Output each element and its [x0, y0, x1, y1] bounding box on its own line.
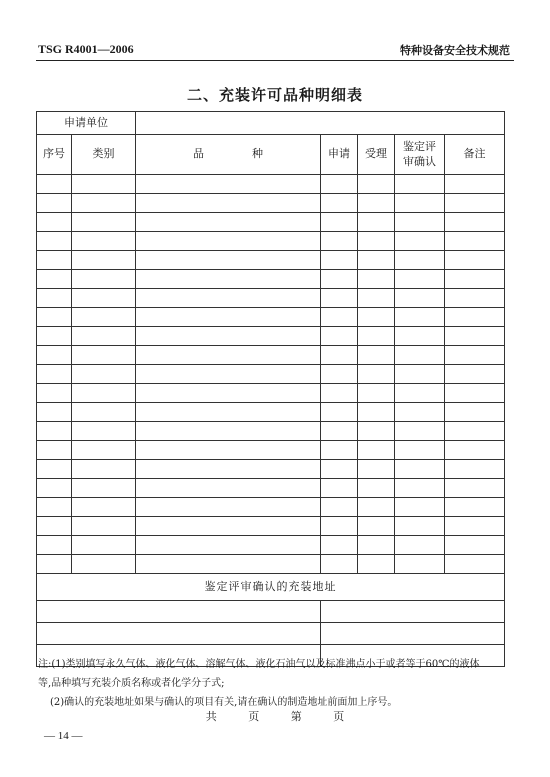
type-cell[interactable] [72, 384, 136, 403]
page-unit-label-1: 页 [248, 710, 260, 723]
no-cell[interactable] [37, 555, 72, 574]
no-cell[interactable] [37, 403, 72, 422]
type-cell[interactable] [72, 308, 136, 327]
apply-cell[interactable] [321, 175, 358, 194]
remark-cell[interactable] [445, 213, 505, 232]
table-row [37, 460, 505, 479]
col-confirm-line1: 鉴定评 [403, 140, 436, 154]
confirm-cell[interactable] [395, 308, 445, 327]
type-cell[interactable] [72, 194, 136, 213]
remark-cell[interactable] [445, 289, 505, 308]
apply-cell[interactable] [321, 346, 358, 365]
variety-cell[interactable] [136, 422, 321, 441]
accept-cell[interactable] [358, 194, 395, 213]
no-cell[interactable] [37, 536, 72, 555]
page-title: 二、充装许可品种明细表 [186, 86, 363, 104]
type-cell[interactable] [72, 213, 136, 232]
confirm-cell[interactable] [395, 365, 445, 384]
variety-cell[interactable] [136, 327, 321, 346]
applicant-label: 申请单位 [37, 112, 136, 135]
accept-cell[interactable] [358, 346, 395, 365]
remark-cell[interactable] [445, 270, 505, 289]
header-rule [36, 60, 514, 61]
apply-cell[interactable] [321, 232, 358, 251]
remark-cell[interactable] [445, 422, 505, 441]
no-cell[interactable] [37, 384, 72, 403]
no-cell[interactable] [37, 441, 72, 460]
variety-detail-table [36, 111, 505, 667]
apply-cell[interactable] [321, 422, 358, 441]
table-row [37, 346, 505, 365]
variety-cell[interactable] [136, 460, 321, 479]
confirm-cell[interactable] [395, 346, 445, 365]
variety-cell[interactable] [136, 251, 321, 270]
remark-cell[interactable] [445, 327, 505, 346]
confirm-cell[interactable] [395, 422, 445, 441]
no-cell[interactable] [37, 327, 72, 346]
confirm-cell[interactable] [395, 327, 445, 346]
accept-cell[interactable] [358, 422, 395, 441]
remark-cell[interactable] [445, 460, 505, 479]
type-cell[interactable] [72, 441, 136, 460]
no-cell[interactable] [37, 194, 72, 213]
page-count-line [0, 708, 550, 724]
table-row [37, 175, 505, 194]
table-row [37, 441, 505, 460]
confirm-cell[interactable] [395, 213, 445, 232]
type-cell[interactable] [72, 422, 136, 441]
no-cell[interactable] [37, 232, 72, 251]
table-row [37, 308, 505, 327]
notes [38, 655, 508, 712]
address-cell-right[interactable] [321, 623, 505, 645]
confirm-cell[interactable] [395, 536, 445, 555]
col-accept-header: 受理 [358, 135, 395, 175]
address-cell-left[interactable] [37, 601, 321, 623]
col-apply-header: 申请 [321, 135, 358, 175]
variety-cell[interactable] [136, 213, 321, 232]
col-variety-header [136, 135, 321, 175]
remark-cell[interactable] [445, 175, 505, 194]
remark-cell[interactable] [445, 308, 505, 327]
remark-cell[interactable] [445, 479, 505, 498]
accept-cell[interactable] [358, 213, 395, 232]
apply-cell[interactable] [321, 270, 358, 289]
type-cell[interactable] [72, 517, 136, 536]
type-cell[interactable] [72, 479, 136, 498]
col-variety-char1: 品 [193, 147, 204, 161]
address-cell-left[interactable] [37, 623, 321, 645]
accept-cell[interactable] [358, 498, 395, 517]
variety-cell[interactable] [136, 308, 321, 327]
no-cell[interactable] [37, 479, 72, 498]
col-confirm-line2: 审确认 [403, 154, 436, 168]
note-line-1: 注:(1)类别填写永久气体、液化气体、溶解气体、液化石油气以及标准沸点小于或者等于60℃的液体 [38, 659, 480, 670]
accept-cell[interactable] [358, 384, 395, 403]
table-row [37, 289, 505, 308]
confirm-cell[interactable] [395, 403, 445, 422]
remark-cell[interactable] [445, 498, 505, 517]
type-cell[interactable] [72, 175, 136, 194]
remark-cell[interactable] [445, 251, 505, 270]
variety-cell[interactable] [136, 175, 321, 194]
type-cell[interactable] [72, 460, 136, 479]
accept-cell[interactable] [358, 555, 395, 574]
accept-cell[interactable] [358, 441, 395, 460]
apply-cell[interactable] [321, 479, 358, 498]
col-remark-header: 备注 [445, 135, 505, 175]
confirm-cell[interactable] [395, 384, 445, 403]
table-row [37, 403, 505, 422]
apply-cell[interactable] [321, 251, 358, 270]
confirm-cell[interactable] [395, 498, 445, 517]
table-row [37, 232, 505, 251]
no-cell[interactable] [37, 308, 72, 327]
applicant-row [37, 112, 505, 135]
apply-cell[interactable] [321, 517, 358, 536]
confirm-cell[interactable] [395, 232, 445, 251]
type-cell[interactable] [72, 555, 136, 574]
remark-cell[interactable] [445, 232, 505, 251]
address-row [37, 601, 505, 623]
accept-cell[interactable] [358, 327, 395, 346]
variety-cell[interactable] [136, 403, 321, 422]
remark-cell[interactable] [445, 194, 505, 213]
type-cell[interactable] [72, 251, 136, 270]
address-title: 鉴定评审确认的充装地址 [37, 574, 505, 601]
variety-cell[interactable] [136, 346, 321, 365]
accept-cell[interactable] [358, 270, 395, 289]
no-cell[interactable] [37, 175, 72, 194]
type-cell[interactable] [72, 232, 136, 251]
confirm-cell[interactable] [395, 175, 445, 194]
page-number: — 14 — [44, 730, 83, 742]
no-cell[interactable] [37, 213, 72, 232]
apply-cell[interactable] [321, 365, 358, 384]
accept-cell[interactable] [358, 175, 395, 194]
table-row [37, 194, 505, 213]
no-cell[interactable] [37, 251, 72, 270]
table-row [37, 479, 505, 498]
confirm-cell[interactable] [395, 251, 445, 270]
table-row [37, 517, 505, 536]
type-cell[interactable] [72, 365, 136, 384]
apply-cell[interactable] [321, 194, 358, 213]
confirm-cell[interactable] [395, 555, 445, 574]
apply-cell[interactable] [321, 213, 358, 232]
apply-cell[interactable] [321, 498, 358, 517]
confirm-cell[interactable] [395, 460, 445, 479]
remark-cell[interactable] [445, 403, 505, 422]
confirm-cell[interactable] [395, 289, 445, 308]
accept-cell[interactable] [358, 517, 395, 536]
address-cell-right[interactable] [321, 601, 505, 623]
accept-cell[interactable] [358, 308, 395, 327]
no-cell[interactable] [37, 346, 72, 365]
no-cell[interactable] [37, 289, 72, 308]
type-cell[interactable] [72, 403, 136, 422]
variety-cell[interactable] [136, 498, 321, 517]
type-cell[interactable] [72, 270, 136, 289]
col-variety-char2: 种 [252, 147, 263, 161]
table-row [37, 555, 505, 574]
table-row [37, 384, 505, 403]
address-title-row [37, 574, 505, 601]
remark-cell[interactable] [445, 536, 505, 555]
no-cell[interactable] [37, 460, 72, 479]
accept-cell[interactable] [358, 365, 395, 384]
variety-cell[interactable] [136, 536, 321, 555]
variety-cell[interactable] [136, 517, 321, 536]
regulation-category: 特种设备安全技术规范 [400, 44, 510, 57]
applicant-field[interactable] [136, 112, 505, 135]
note-line-3: (2)确认的充装地址如果与确认的项目有关,请在确认的制造地址前面加上序号。 [50, 697, 398, 708]
type-cell[interactable] [72, 327, 136, 346]
no-cell[interactable] [37, 270, 72, 289]
apply-cell[interactable] [321, 555, 358, 574]
no-cell[interactable] [37, 498, 72, 517]
confirm-cell[interactable] [395, 479, 445, 498]
remark-cell[interactable] [445, 441, 505, 460]
no-cell[interactable] [37, 422, 72, 441]
standard-code: TSG R4001—2006 [38, 42, 134, 56]
accept-cell[interactable] [358, 460, 395, 479]
accept-cell[interactable] [358, 479, 395, 498]
col-type-header: 类别 [72, 135, 136, 175]
remark-cell[interactable] [445, 384, 505, 403]
table-row [37, 536, 505, 555]
table-row [37, 213, 505, 232]
col-no-header: 序号 [37, 135, 72, 175]
table-row [37, 327, 505, 346]
address-row [37, 623, 505, 645]
confirm-cell[interactable] [395, 517, 445, 536]
variety-cell[interactable] [136, 270, 321, 289]
confirm-cell[interactable] [395, 194, 445, 213]
variety-cell[interactable] [136, 232, 321, 251]
apply-cell[interactable] [321, 460, 358, 479]
type-cell[interactable] [72, 498, 136, 517]
apply-cell[interactable] [321, 327, 358, 346]
confirm-cell[interactable] [395, 270, 445, 289]
no-cell[interactable] [37, 517, 72, 536]
table-row [37, 422, 505, 441]
apply-cell[interactable] [321, 441, 358, 460]
type-cell[interactable] [72, 346, 136, 365]
remark-cell[interactable] [445, 365, 505, 384]
page-unit-label-2: 页 [333, 710, 345, 723]
apply-cell[interactable] [321, 289, 358, 308]
apply-cell[interactable] [321, 308, 358, 327]
accept-cell[interactable] [358, 232, 395, 251]
variety-cell[interactable] [136, 555, 321, 574]
table-row [37, 365, 505, 384]
variety-cell[interactable] [136, 289, 321, 308]
accept-cell[interactable] [358, 536, 395, 555]
variety-cell[interactable] [136, 441, 321, 460]
col-confirm-header [395, 135, 445, 175]
accept-cell[interactable] [358, 289, 395, 308]
variety-cell[interactable] [136, 194, 321, 213]
apply-cell[interactable] [321, 536, 358, 555]
variety-cell[interactable] [136, 479, 321, 498]
type-cell[interactable] [72, 536, 136, 555]
remark-cell[interactable] [445, 517, 505, 536]
header-row [37, 135, 505, 175]
no-cell[interactable] [37, 365, 72, 384]
apply-cell[interactable] [321, 403, 358, 422]
page-nth-label: 第 [290, 710, 302, 723]
table-row [37, 251, 505, 270]
apply-cell[interactable] [321, 384, 358, 403]
page-total-label: 共 [205, 710, 217, 723]
variety-cell[interactable] [136, 365, 321, 384]
variety-cell[interactable] [136, 384, 321, 403]
remark-cell[interactable] [445, 346, 505, 365]
accept-cell[interactable] [358, 251, 395, 270]
table-row [37, 270, 505, 289]
type-cell[interactable] [72, 289, 136, 308]
confirm-cell[interactable] [395, 441, 445, 460]
accept-cell[interactable] [358, 403, 395, 422]
table-row [37, 498, 505, 517]
remark-cell[interactable] [445, 555, 505, 574]
note-line-2: 等,品种填写充装介质名称或者化学分子式; [38, 678, 225, 689]
